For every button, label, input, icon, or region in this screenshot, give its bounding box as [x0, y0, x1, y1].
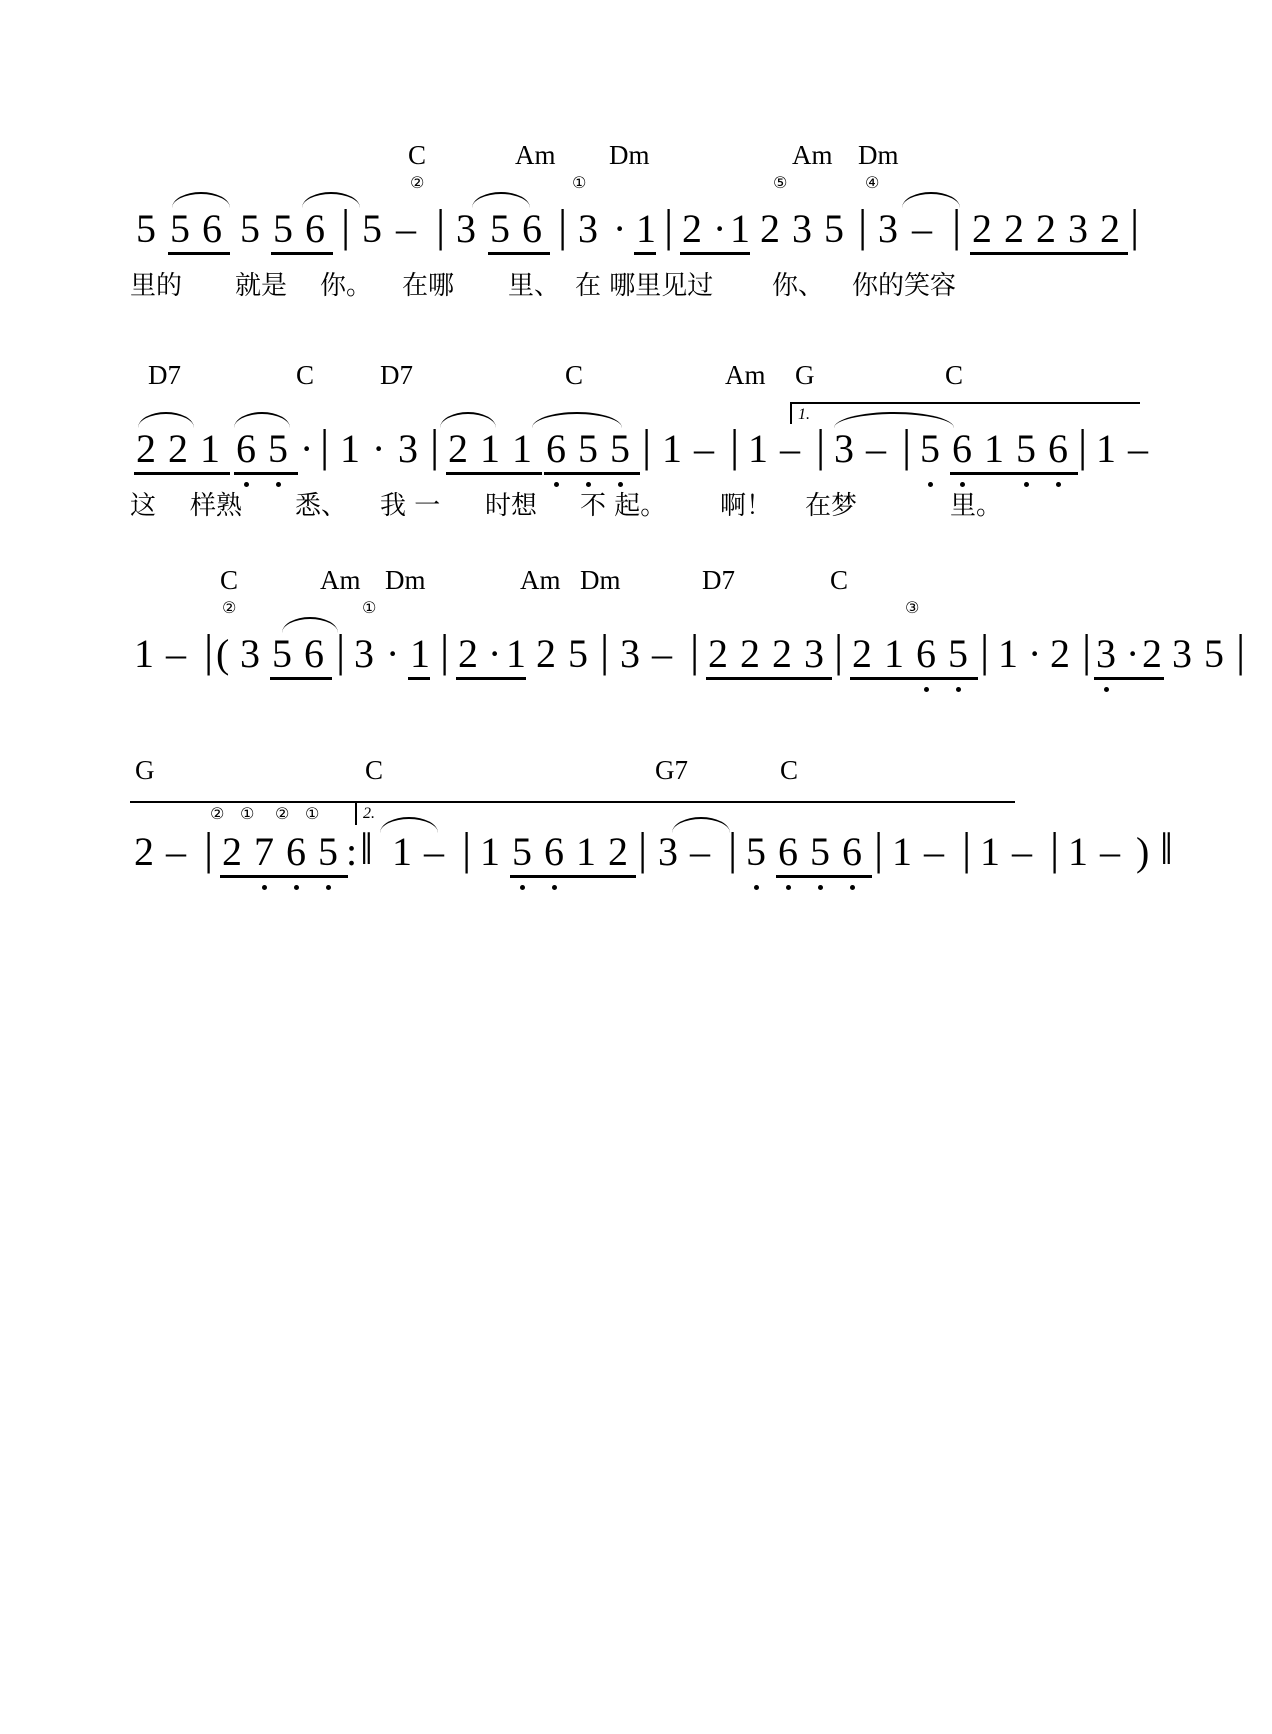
note-glyph: 5 [273, 206, 293, 251]
octave-dot-low [294, 885, 299, 890]
note-glyph: 3 [456, 206, 476, 251]
note-glyph: – [1012, 829, 1032, 874]
note-glyph: 2 [760, 206, 780, 251]
note-glyph: 1 [730, 206, 750, 251]
octave-dot-low [818, 885, 823, 890]
note-glyph: 5 [318, 829, 338, 874]
phrase-open-paren: ( [216, 631, 230, 676]
note-glyph: · [300, 426, 314, 471]
note-glyph: 1 [512, 426, 532, 471]
octave-dot-low [276, 482, 281, 487]
barline: | [558, 200, 568, 251]
note-glyph: 2 [972, 206, 992, 251]
note-glyph: 2 [1004, 206, 1024, 251]
note-glyph: 3 [620, 631, 640, 676]
note-glyph: 3 [658, 829, 678, 874]
chord-symbol: Am [792, 140, 833, 170]
note-glyph: 7 [254, 829, 274, 874]
beam-line [510, 875, 636, 878]
beam-line [680, 252, 750, 255]
beam-line [970, 252, 1128, 255]
chord-symbol: D7 [380, 360, 413, 390]
fingering-mark: ① [572, 173, 587, 192]
lyric-syllable: 时想 [485, 491, 538, 521]
note-glyph: 6 [952, 426, 972, 471]
fingering-mark: ② [275, 804, 290, 823]
chord-symbol: C [945, 360, 964, 390]
beam-line [134, 472, 230, 475]
lyric-syllable: 在梦 [805, 491, 858, 521]
barline: | [462, 823, 472, 874]
octave-dot-low [786, 885, 791, 890]
note-glyph: – [1128, 426, 1148, 471]
chord-symbol: G [795, 360, 815, 390]
octave-dot-low [928, 482, 933, 487]
fingering-row [130, 789, 1140, 823]
note-glyph: 3 [792, 206, 812, 251]
note-glyph: 1 [480, 829, 500, 874]
beam-line [706, 677, 832, 680]
beam-line [950, 472, 1078, 475]
note-glyph: 5 [268, 426, 288, 471]
chord-symbol: G [135, 755, 155, 785]
octave-dot-low [960, 482, 965, 487]
beam-line [408, 677, 430, 680]
chord-symbol: D7 [148, 360, 181, 390]
fingering-mark: ① [362, 598, 377, 617]
beam-line [446, 472, 542, 475]
lyric-syllable: 在哪 [402, 271, 455, 301]
note-glyph: 6 [236, 426, 256, 471]
chord-symbol: Dm [580, 565, 621, 595]
barline: | [642, 420, 652, 471]
beam-line [234, 472, 298, 475]
chord-symbol: C [830, 565, 849, 595]
note-glyph: 6 [202, 206, 222, 251]
music-system-3 [130, 565, 1246, 695]
note-glyph: – [912, 206, 932, 251]
note-glyph: 2 [536, 631, 556, 676]
music-system-2 [130, 360, 1148, 530]
note-glyph: 2 [1100, 206, 1120, 251]
chord-symbol: C [296, 360, 315, 390]
fingering-mark: ② [222, 598, 237, 617]
chord-symbol: Am [515, 140, 556, 170]
note-glyph: 1 [506, 631, 526, 676]
barline: | [664, 200, 674, 251]
barline: | [1130, 200, 1140, 251]
lyric-row [130, 270, 1140, 310]
barline: | [902, 420, 912, 471]
note-glyph: 3 [240, 631, 260, 676]
chord-row [130, 755, 1140, 789]
note-glyph: 6 [1048, 426, 1068, 471]
chord-symbol: Dm [858, 140, 899, 170]
note-glyph: 6 [305, 206, 325, 251]
note-glyph: 5 [170, 206, 190, 251]
octave-dot-low [1056, 482, 1061, 487]
music-system-1 [130, 140, 1140, 310]
octave-dot-low [520, 885, 525, 890]
barline: | [874, 823, 884, 874]
repeat-bracket-number: 2. [363, 805, 375, 822]
barline: | [204, 625, 214, 676]
note-glyph: 3 [1096, 631, 1116, 676]
octave-dot-low [956, 687, 961, 692]
note-glyph: 2 [168, 426, 188, 471]
barline: | [1050, 823, 1060, 874]
barline: | [320, 420, 330, 471]
beam-line [544, 472, 640, 475]
note-glyph: · [372, 426, 386, 471]
lyric-syllable: 啊！ [720, 491, 773, 521]
beam-line [634, 252, 656, 255]
note-glyph: – [780, 426, 800, 471]
note-glyph: 6 [546, 426, 566, 471]
note-glyph: 6 [544, 829, 564, 874]
lyric-syllable: 悉、 [295, 491, 348, 521]
beam-line [776, 875, 872, 878]
notation-row [130, 416, 1148, 490]
chord-symbol: Dm [385, 565, 426, 595]
chord-symbol: C [365, 755, 384, 785]
octave-dot-low [618, 482, 623, 487]
note-glyph: 2 [1142, 631, 1162, 676]
note-glyph: 5 [578, 426, 598, 471]
note-glyph: 1 [340, 426, 360, 471]
fingering-mark: ⑤ [773, 173, 788, 192]
note-glyph: · [613, 206, 627, 251]
beam-line [284, 875, 348, 878]
note-glyph: 5 [610, 426, 630, 471]
fingering-row [130, 599, 1140, 621]
music-system-4 [130, 755, 1173, 909]
note-glyph: – [1100, 829, 1120, 874]
note-glyph: 1 [884, 631, 904, 676]
octave-dot-low [586, 482, 591, 487]
notation-row [130, 196, 1140, 270]
note-glyph: 1 [576, 829, 596, 874]
note-glyph: 6 [286, 829, 306, 874]
lyric-syllable: 你、 [772, 271, 825, 301]
chord-symbol: Am [725, 360, 766, 390]
note-glyph: 6 [916, 631, 936, 676]
note-glyph: 1 [636, 206, 656, 251]
octave-dot-low [924, 687, 929, 692]
note-glyph: 6 [304, 631, 324, 676]
note-glyph: 6 [842, 829, 862, 874]
note-glyph: · [713, 206, 727, 251]
note-glyph: – [424, 829, 444, 874]
note-glyph: 1 [892, 829, 912, 874]
barline: | [816, 420, 826, 471]
repeat-dots: : [346, 829, 358, 874]
note-glyph: 2 [852, 631, 872, 676]
note-glyph: 5 [1016, 426, 1036, 471]
note-glyph: 1 [480, 426, 500, 471]
note-glyph: 1 [134, 631, 154, 676]
note-glyph: 1 [998, 631, 1018, 676]
note-glyph: 6 [522, 206, 542, 251]
note-glyph: 2 [136, 426, 156, 471]
beam-line [168, 252, 230, 255]
beam-line [1094, 677, 1164, 680]
chord-symbol: Am [520, 565, 561, 595]
notation-row [130, 819, 1173, 909]
beam-line [456, 677, 526, 680]
beam-line [270, 677, 332, 680]
barline: | [336, 625, 346, 676]
note-glyph: 5 [948, 631, 968, 676]
note-glyph: 2 [708, 631, 728, 676]
lyric-syllable: 在 哪里见过 [575, 271, 714, 301]
chord-symbol: Am [320, 565, 361, 595]
beam-line [850, 677, 914, 680]
note-glyph: 6 [778, 829, 798, 874]
note-glyph: 2 [1050, 631, 1070, 676]
lyric-syllable: 不 起。 [580, 491, 667, 521]
chord-row [130, 360, 1140, 394]
note-glyph: – [924, 829, 944, 874]
fingering-row [130, 174, 1140, 196]
note-glyph: 2 [608, 829, 628, 874]
barline: | [980, 625, 990, 676]
lyric-syllable: 这 [130, 491, 157, 521]
note-glyph: 2 [458, 631, 478, 676]
fingering-row [130, 394, 1140, 423]
lyric-syllable: 就是 [235, 271, 288, 301]
barline: | [834, 625, 844, 676]
notation-row [130, 621, 1246, 695]
fingering-mark: ② [410, 173, 425, 192]
chord-symbol: C [408, 140, 427, 170]
note-glyph: 1 [748, 426, 768, 471]
note-glyph: 3 [804, 631, 824, 676]
note-glyph: 2 [1036, 206, 1056, 251]
note-glyph: 5 [810, 829, 830, 874]
note-glyph: 5 [568, 631, 588, 676]
note-glyph: 5 [746, 829, 766, 874]
note-glyph: 1 [200, 426, 220, 471]
lyric-syllable: 你。 [320, 271, 373, 301]
octave-dot-low [554, 482, 559, 487]
note-glyph: – [166, 829, 186, 874]
lyric-syllable: 里的 [130, 271, 183, 301]
note-glyph: 5 [362, 206, 382, 251]
lyric-syllable: 你的笑容 [852, 271, 957, 301]
note-glyph: 1 [1096, 426, 1116, 471]
note-glyph: 3 [354, 631, 374, 676]
barline: | [952, 200, 962, 251]
note-glyph: – [652, 631, 672, 676]
barline: | [728, 823, 738, 874]
note-glyph: – [166, 631, 186, 676]
chord-symbol: D7 [702, 565, 735, 595]
fingering-mark: ④ [865, 173, 880, 192]
note-glyph: 3 [834, 426, 854, 471]
beam-line [220, 875, 284, 878]
note-glyph: 2 [222, 829, 242, 874]
note-glyph: – [694, 426, 714, 471]
barline: | [341, 200, 351, 251]
note-glyph: · [1028, 631, 1042, 676]
beam-line [271, 252, 333, 255]
barline: | [1236, 625, 1246, 676]
octave-dot-low [552, 885, 557, 890]
note-glyph: · [386, 631, 400, 676]
barline: | [204, 823, 214, 874]
barline: | [690, 625, 700, 676]
chord-symbol: C [565, 360, 584, 390]
note-glyph: · [1126, 631, 1140, 676]
lyric-syllable: 里、 [508, 271, 561, 301]
note-glyph: 5 [512, 829, 532, 874]
lyric-syllable: 我 一 [380, 491, 441, 521]
barline: | [1082, 625, 1092, 676]
fingering-mark: ① [305, 804, 320, 823]
octave-dot-low [326, 885, 331, 890]
repeat-barline: ‖ [360, 823, 373, 874]
note-glyph: 1 [984, 426, 1004, 471]
barline: | [600, 625, 610, 676]
phrase-close-paren: ) [1136, 829, 1150, 874]
beam-line [488, 252, 550, 255]
note-glyph: 3 [878, 206, 898, 251]
fingering-mark: ① [240, 804, 255, 823]
note-glyph: 1 [662, 426, 682, 471]
note-glyph: 5 [240, 206, 260, 251]
note-glyph: 5 [490, 206, 510, 251]
octave-dot-low [754, 885, 759, 890]
note-glyph: 1 [1068, 829, 1088, 874]
lyric-syllable: 样熟 [190, 491, 243, 521]
lyric-row [130, 490, 1140, 530]
note-glyph: 2 [682, 206, 702, 251]
lyric-syllable: 里。 [950, 491, 1003, 521]
note-glyph: 3 [578, 206, 598, 251]
note-glyph: 5 [824, 206, 844, 251]
octave-dot-low [1024, 482, 1029, 487]
fingering-mark: ③ [905, 598, 920, 617]
octave-dot-low [1104, 687, 1109, 692]
barline: | [858, 200, 868, 251]
note-glyph: 5 [136, 206, 156, 251]
note-glyph: – [396, 206, 416, 251]
note-glyph: 2 [740, 631, 760, 676]
chord-symbol: C [780, 755, 799, 785]
note-glyph: 2 [448, 426, 468, 471]
note-glyph: 3 [1172, 631, 1192, 676]
chord-row [130, 140, 1140, 174]
barline: | [430, 420, 440, 471]
barline: | [1078, 420, 1088, 471]
note-glyph: 3 [1068, 206, 1088, 251]
note-glyph: 1 [410, 631, 430, 676]
note-glyph: · [488, 631, 502, 676]
chord-symbol: G7 [655, 755, 688, 785]
note-glyph: 5 [272, 631, 292, 676]
chord-row [130, 565, 1140, 599]
note-glyph: – [866, 426, 886, 471]
barline: | [962, 823, 972, 874]
chord-symbol: Dm [609, 140, 650, 170]
note-glyph: 5 [1204, 631, 1224, 676]
note-glyph: – [690, 829, 710, 874]
octave-dot-low [244, 482, 249, 487]
barline: | [638, 823, 648, 874]
fingering-mark: ② [210, 804, 225, 823]
chord-symbol: C [220, 565, 239, 595]
note-glyph: 1 [392, 829, 412, 874]
octave-dot-low [850, 885, 855, 890]
note-glyph: 5 [920, 426, 940, 471]
barline: | [730, 420, 740, 471]
final-barline: ‖ [1160, 823, 1173, 874]
repeat-bracket-number: 1. [798, 406, 810, 423]
note-glyph: 2 [134, 829, 154, 874]
barline: | [436, 200, 446, 251]
note-glyph: 3 [398, 426, 418, 471]
note-glyph: 2 [772, 631, 792, 676]
beam-line [914, 677, 978, 680]
octave-dot-low [262, 885, 267, 890]
barline: | [440, 625, 450, 676]
note-glyph: 1 [980, 829, 1000, 874]
